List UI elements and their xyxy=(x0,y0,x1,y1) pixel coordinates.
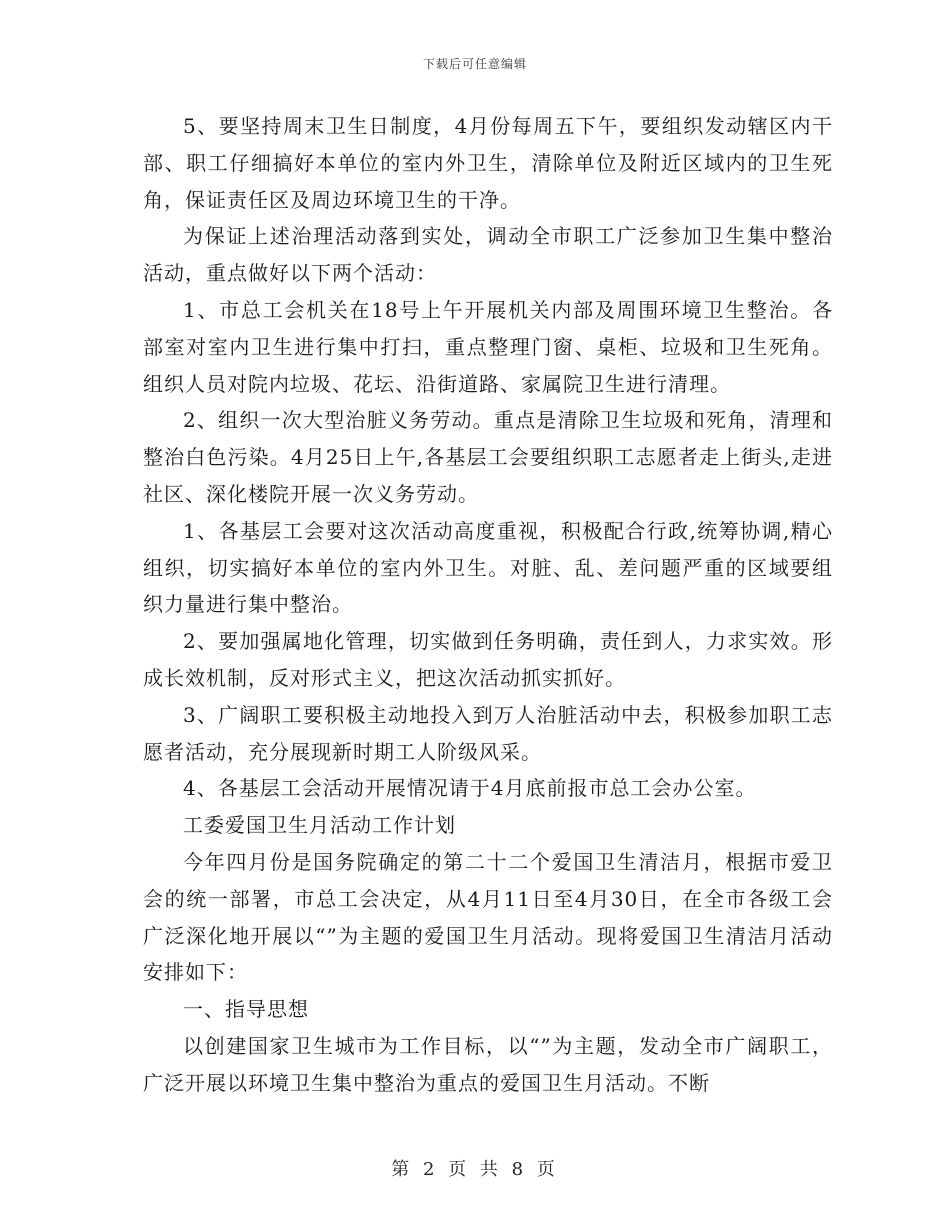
paragraph-1: 5、要坚持周末卫生日制度，4月份每周五下午，要组织发动辖区内干部、职工仔细搞好本单位的室内外卫生，清除单位及附近区域内的卫生死角，保证责任区及周边环境卫生的干净。 xyxy=(143,114,833,212)
paragraph-12: 以创建国家卫生城市为工作目标，以“”为主题，发动全市广阔职工，广泛开展以环境卫生集中整治为重点的爱国卫生月活动。不断 xyxy=(143,1033,833,1095)
section-heading-guiding-ideology: 一、指导思想 xyxy=(183,997,309,1022)
paragraph-4: 2、组织一次大型治脏义务劳动。重点是清除卫生垃圾和死角，清理和整治白色污染。4月25日上午,各基层工会要组织职工志愿者走上街头,走进社区、深化楼院开展一次义务劳动。 xyxy=(143,408,833,506)
paragraph-2: 为保证上述治理活动落到实处，调动全市职工广泛参加卫生集中整治活动，重点做好以下两个活动： xyxy=(143,224,833,286)
page-number: 第 2 页 共 8 页 xyxy=(391,1159,559,1180)
paragraph-7: 3、广阔职工要积极主动地投入到万人治脏活动中去，积极参加职工志愿者活动，充分展现新时期工人阶级风采。 xyxy=(143,702,833,764)
paragraph-3: 1、市总工会机关在18号上午开展机关内部及周围环境卫生整治。各部室对室内卫生进行集中打扫，重点整理门窗、桌柜、垃圾和卫生死角。组织人员对院内垃圾、花坛、沿街道路、家属院卫生进行清理。 xyxy=(143,297,833,396)
paragraph-5: 1、各基层工会要对这次活动高度重视，积极配合行政,统筹协调,精心组织，切实搞好本单位的室内外卫生。对脏、乱、差问题严重的区域要组织力量进行集中整治。 xyxy=(143,518,833,617)
paragraph-10: 今年四月份是国务院确定的第二十二个爱国卫生清洁月，根据市爱卫会的统一部署，市总工会决定，从4月11日至4月30日，在全市各级工会广泛深化地开展以“”为主题的爱国卫生月活动。现将爱国卫生清洁月活动安排如下： xyxy=(143,849,833,985)
paragraph-6: 2、要加强属地化管理，切实做到任务明确，责任到人，力求实效。形成长效机制，反对形式主义，把这次活动抓实抓好。 xyxy=(143,629,833,690)
paragraph-8: 4、各基层工会活动开展情况请于4月底前报市总工会办公室。 xyxy=(183,776,757,801)
section-title: 工委爱国卫生月活动工作计划 xyxy=(183,813,456,838)
page-header: 下载后可任意编辑 xyxy=(422,57,527,71)
document-body xyxy=(143,108,833,1102)
